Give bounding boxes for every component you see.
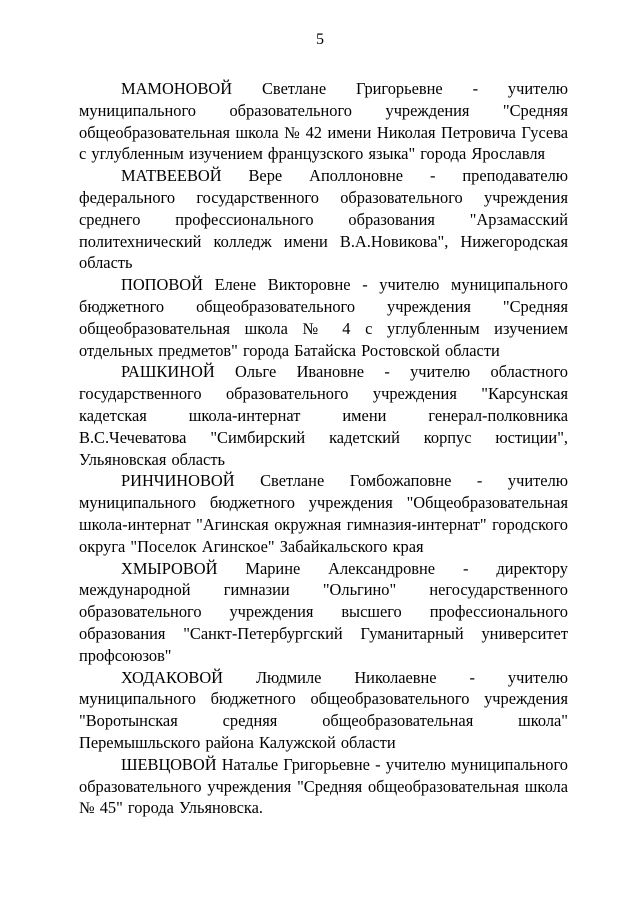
recipient-entry-matveeva: МАТВЕЕВОЙ Вере Аполлоновне - преподавателю федерального государственного образовательного учреждения среднего профессионального образования "Арзамасский политехнический колледж имени В.А.Новикова", Нижегородская область — [79, 166, 568, 273]
recipient-entry-shevtsova: ШЕВЦОВОЙ Наталье Григорьевне - учителю муниципального образовательного учреждения "Средняя общеобразовательная школа № 45" города Ульяновска. — [79, 754, 568, 818]
recipient-entry-rinchinova: РИНЧИНОВОЙ Светлане Гомбожаповне - учителю муниципального бюджетного учреждения "Общеобразовательная школа-интернат "Агинская окружная гимназия-интернат" городского округа "Поселок Агинское" Забайкальского края — [79, 471, 568, 556]
recipient-entry-khmyrova: ХМЫРОВОЙ Марине Александровне - директору международной гимназии "Ольгино" негосударственного образовательного учреждения высшего профессионального образования "Санкт-Петербургский Гуманитарный университет профсоюзов" — [79, 558, 568, 665]
page-number: 5 — [316, 31, 324, 48]
recipient-entry-mamonova: МАМОНОВОЙ Светлане Григорьевне - учителю муниципального образовательного учреждения "Средняя общеобразовательная школа № 42 имени Николая Петровича Гусева с углубленным изучением французского языка" города Ярославля — [79, 79, 568, 164]
award-recipient-list — [79, 78, 568, 819]
recipient-entry-popova: ПОПОВОЙ Елене Викторовне - учителю муниципального бюджетного общеобразовательного учреждения "Средняя общеобразовательная школа № 4 с углубленным изучением отдельных предметов" города Батайска Ростовской области — [79, 275, 568, 360]
recipient-entry-rashkina: РАШКИНОЙ Ольге Ивановне - учителю областного государственного образовательного учреждения "Карсунская кадетская школа-интернат имени генерал-полковника В.С.Чечеватова "Симбирский кадетский корпус юстиции", Ульяновская область — [79, 362, 568, 469]
recipient-entry-khodakova: ХОДАКОВОЙ Людмиле Николаевне - учителю муниципального бюджетного общеобразовательного учреждения "Воротынская средняя общеобразовательная школа" Перемышльского района Калужской области — [79, 667, 568, 752]
